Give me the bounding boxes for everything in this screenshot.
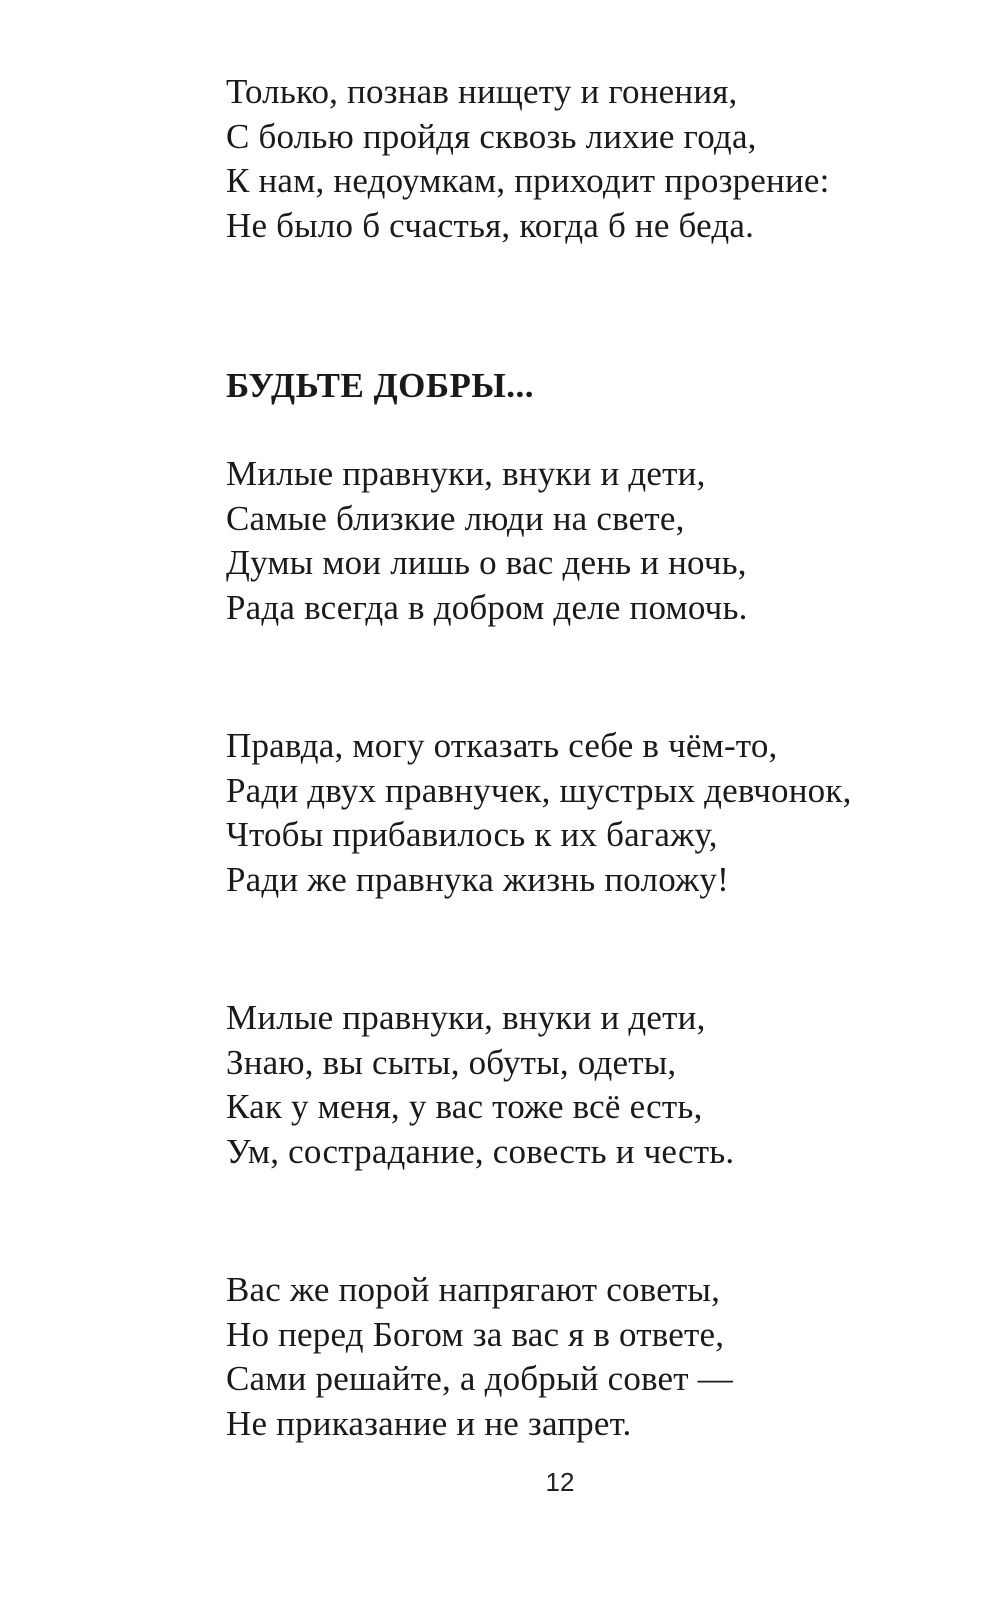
page-number: 12 bbox=[545, 1467, 575, 1497]
verse-line: Знаю, вы сыты, обуты, одеты, bbox=[226, 1042, 677, 1082]
verse-line: Ум, сострадание, совесть и честь. bbox=[226, 1131, 735, 1171]
poem-stanza-1 bbox=[226, 452, 748, 630]
verse-line: Милые правнуки, внуки и дети, bbox=[226, 998, 706, 1037]
verse-line: К нам, недоумкам, приходит прозрение: bbox=[226, 161, 830, 200]
verse-line: Вас же порой напрягают советы, bbox=[226, 1270, 721, 1309]
verse-line: Самые близкие люди на свете, bbox=[226, 498, 685, 538]
verse-line: Как у меня, у вас тоже всё есть, bbox=[226, 1087, 703, 1126]
verse-line: Чтобы прибавилось к их багажу, bbox=[226, 815, 718, 854]
verse-line: Милые правнуки, внуки и дети, bbox=[226, 454, 706, 493]
poem-stanza-3 bbox=[226, 996, 734, 1174]
verse-line: Но перед Богом за вас я в ответе, bbox=[226, 1314, 725, 1354]
poem-stanza-2 bbox=[226, 724, 852, 902]
verse-line: Только, познав нищету и гонения, bbox=[226, 72, 738, 111]
verse-line: Сами решайте, а добрый совет — bbox=[226, 1359, 733, 1398]
poem-title: БУДЬТЕ ДОБРЫ... bbox=[226, 366, 535, 405]
poem-stanza-4 bbox=[226, 1268, 733, 1446]
verse-line: Ради двух правнучек, шустрых девчонок, bbox=[226, 770, 852, 810]
verse-line: Рада всегда в добром деле помочь. bbox=[226, 587, 748, 627]
verse-line: С болью пройдя сквозь лихие года, bbox=[226, 116, 757, 156]
verse-line: Ради же правнука жизнь положу! bbox=[226, 859, 729, 899]
verse-line: Не было б счастья, когда б не беда. bbox=[226, 205, 755, 245]
verse-line: Не приказание и не запрет. bbox=[226, 1403, 632, 1443]
verse-line: Правда, могу отказать себе в чём-то, bbox=[226, 726, 778, 765]
verse-line: Думы мои лишь о вас день и ночь, bbox=[226, 543, 747, 582]
previous-poem-stanza bbox=[226, 70, 830, 248]
